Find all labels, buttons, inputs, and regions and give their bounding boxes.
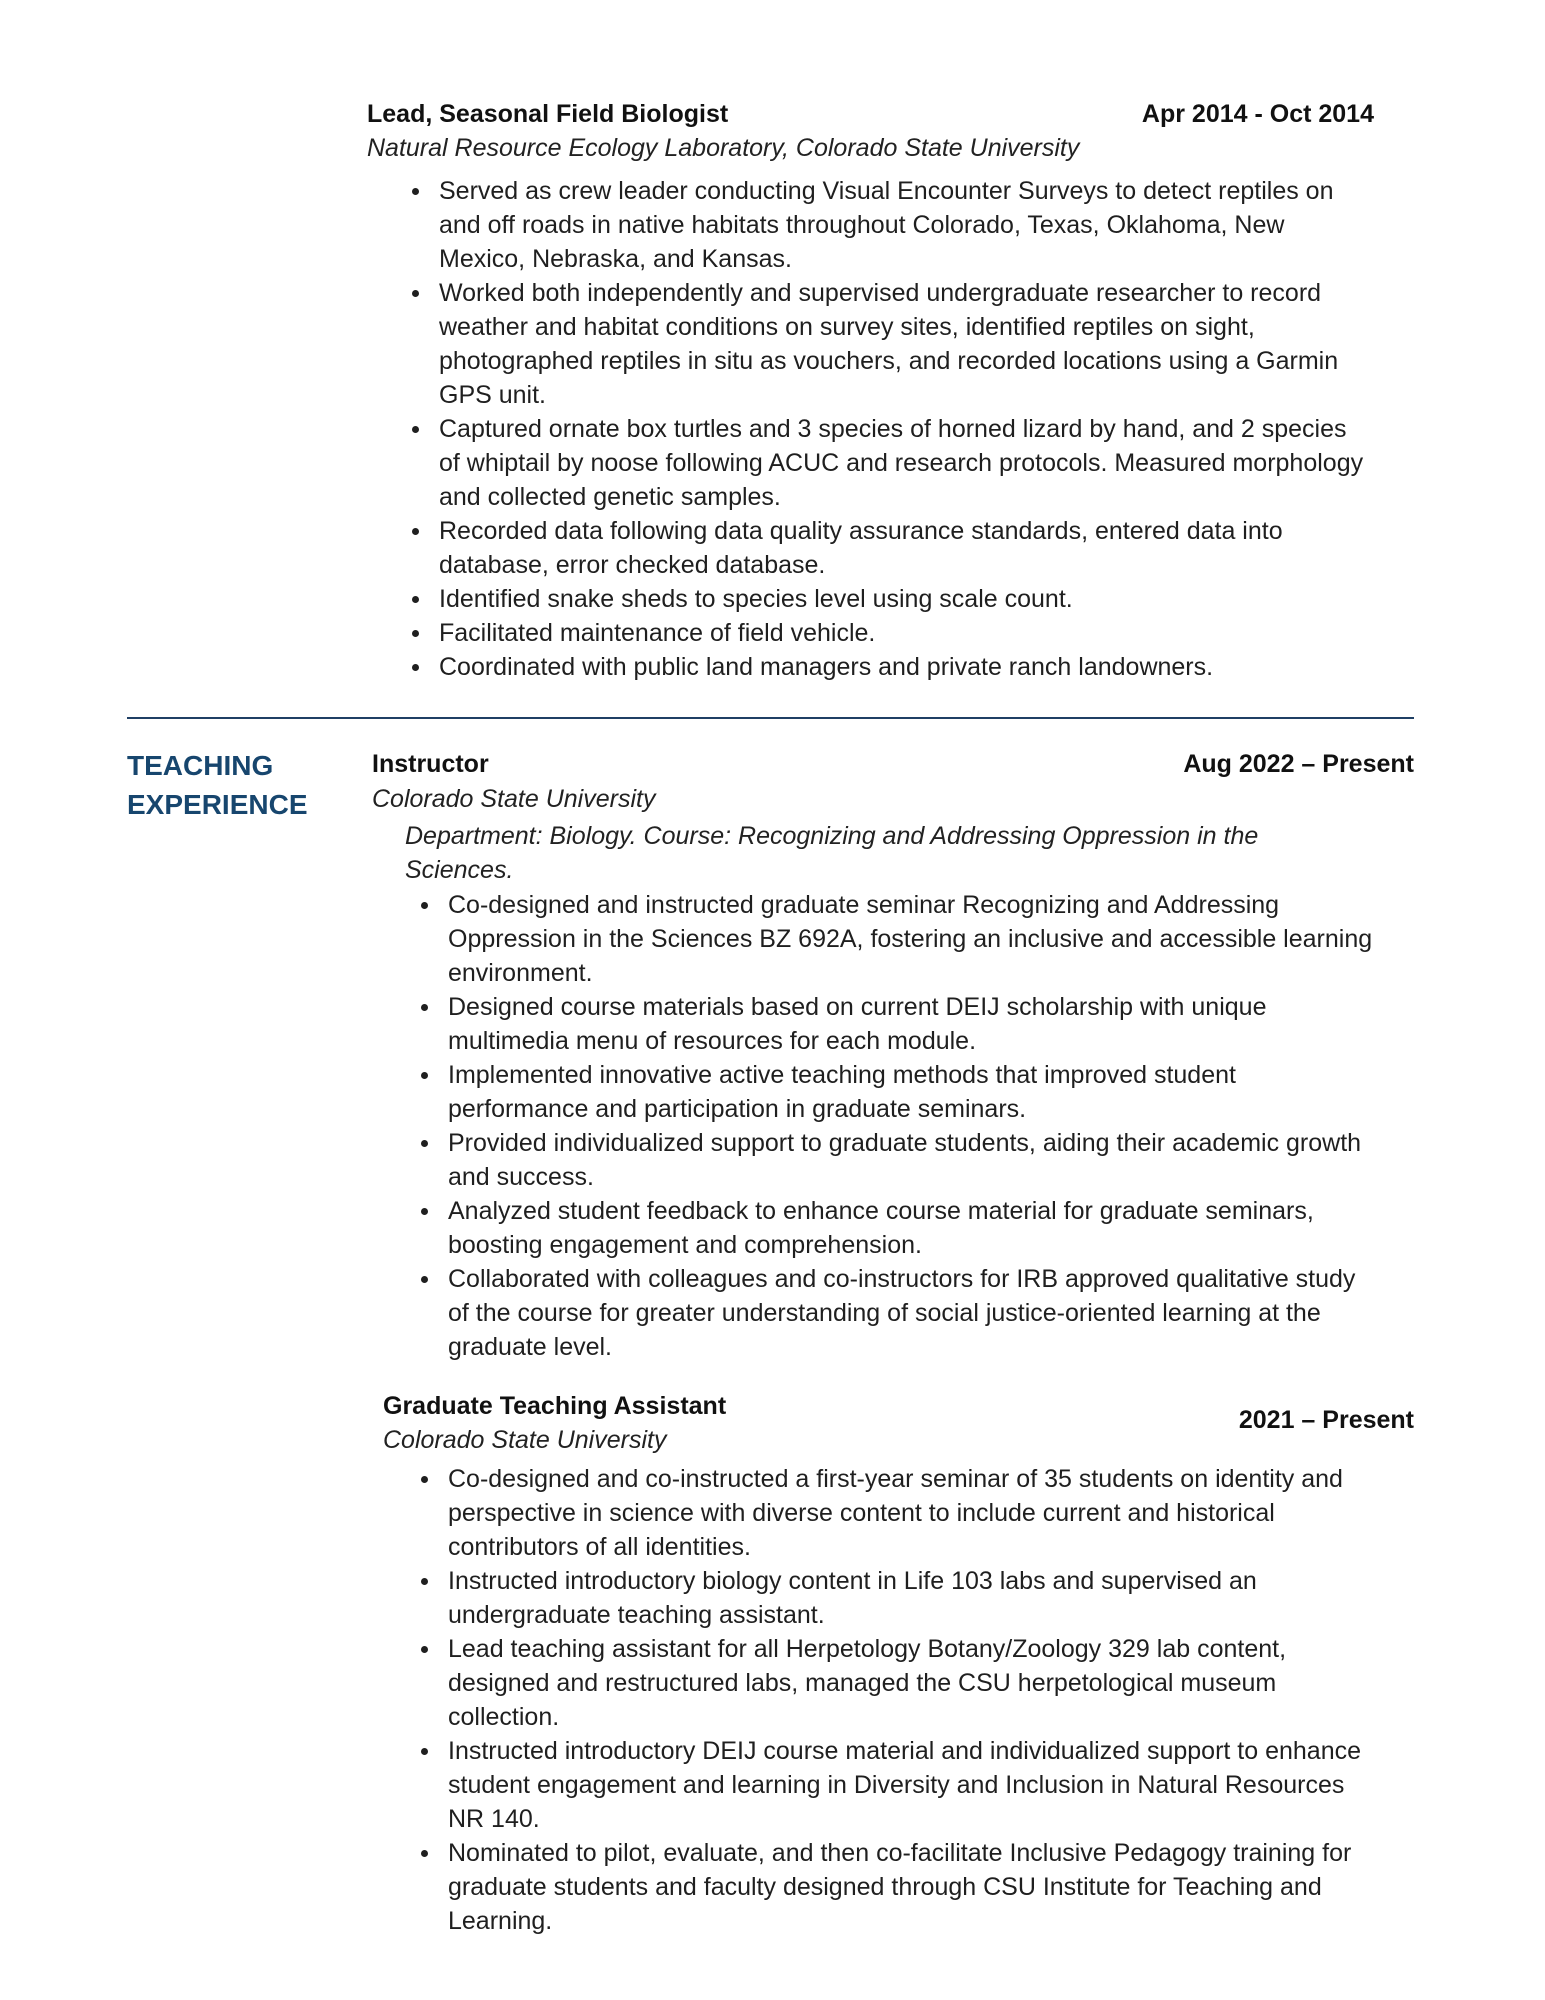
- gta-title: Graduate Teaching Assistant: [383, 1392, 727, 1420]
- section-heading-line: TEACHING: [127, 750, 274, 781]
- instructor-date: Aug 2022 – Present: [1183, 750, 1414, 778]
- instructor-bullet-list: [448, 888, 1383, 1364]
- instructor-organization: Colorado State University: [372, 785, 656, 813]
- instructor-bullet: Implemented innovative active teaching methods that improved student performance and participation in graduate seminars.: [448, 1058, 1383, 1126]
- job-organization: Natural Resource Ecology Laboratory, Colorado State University: [367, 134, 1080, 162]
- instructor-bullet: Designed course materials based on current DEIJ scholarship with unique multimedia menu of resources for each module.: [448, 990, 1383, 1058]
- section-heading-teaching: [127, 746, 367, 824]
- job-bullet: Captured ornate box turtles and 3 species of horned lizard by hand, and 2 species of whiptail by noose following ACUC and research protocols. Measured morphology and collected genetic samples.: [439, 412, 1374, 514]
- gta-bullet: Co-designed and co-instructed a first-year seminar of 35 students on identity and perspective in science with diverse content to include current and historical contributors of all identities.: [448, 1462, 1383, 1564]
- gta-organization: Colorado State University: [383, 1426, 667, 1454]
- section-divider: [127, 717, 1414, 719]
- job-bullet: Recorded data following data quality assurance standards, entered data into database, error checked database.: [439, 514, 1374, 582]
- section-heading-line: EXPERIENCE: [127, 789, 308, 820]
- instructor-bullet: Provided individualized support to graduate students, aiding their academic growth and success.: [448, 1126, 1383, 1194]
- job-bullet: Coordinated with public land managers and private ranch landowners.: [439, 650, 1374, 684]
- job-title: Lead, Seasonal Field Biologist: [367, 100, 729, 128]
- gta-bullet: Instructed introductory DEIJ course material and individualized support to enhance student engagement and learning in Diversity and Inclusion in Natural Resources NR 140.: [448, 1734, 1383, 1836]
- instructor-bullet: Analyzed student feedback to enhance course material for graduate seminars, boosting engagement and comprehension.: [448, 1194, 1383, 1262]
- gta-bullet: Lead teaching assistant for all Herpetology Botany/Zoology 329 lab content, designed and restructured labs, managed the CSU herpetological museum collection.: [448, 1632, 1383, 1734]
- gta-bullet: Instructed introductory biology content in Life 103 labs and supervised an undergraduate teaching assistant.: [448, 1564, 1383, 1632]
- gta-bullet-list: [448, 1462, 1383, 1938]
- job-bullet: Identified snake sheds to species level using scale count.: [439, 582, 1374, 616]
- job-bullet: Served as crew leader conducting Visual Encounter Surveys to detect reptiles on and off roads in native habitats throughout Colorado, Texas, Oklahoma, New Mexico, Nebraska, and Kansas.: [439, 174, 1374, 276]
- instructor-course-note: Department: Biology. Course: Recognizing and Addressing Oppression in the Sciences.: [405, 822, 1259, 884]
- instructor-bullet: Co-designed and instructed graduate seminar Recognizing and Addressing Oppression in the Sciences BZ 692A, fostering an inclusive and accessible learning environment.: [448, 888, 1383, 990]
- gta-date: 2021 – Present: [1238, 1406, 1414, 1434]
- instructor-bullet: Collaborated with colleagues and co-instructors for IRB approved qualitative study of the course for greater understanding of social justice-oriented learning at the graduate level.: [448, 1262, 1383, 1364]
- job-bullet: Facilitated maintenance of field vehicle.: [439, 616, 1374, 650]
- job-bullet: Worked both independently and supervised undergraduate researcher to record weather and habitat conditions on survey sites, identified reptiles on sight, photographed reptiles in situ as vouchers, and recorded locations using a Garmin GPS unit.: [439, 276, 1374, 412]
- instructor-title: Instructor: [372, 750, 489, 778]
- gta-bullet: Nominated to pilot, evaluate, and then co-facilitate Inclusive Pedagogy training for graduate students and faculty designed through CSU Institute for Teaching and Learning.: [448, 1836, 1383, 1938]
- job-bullet-list: [439, 174, 1374, 684]
- job-date: Apr 2014 - Oct 2014: [1141, 100, 1374, 128]
